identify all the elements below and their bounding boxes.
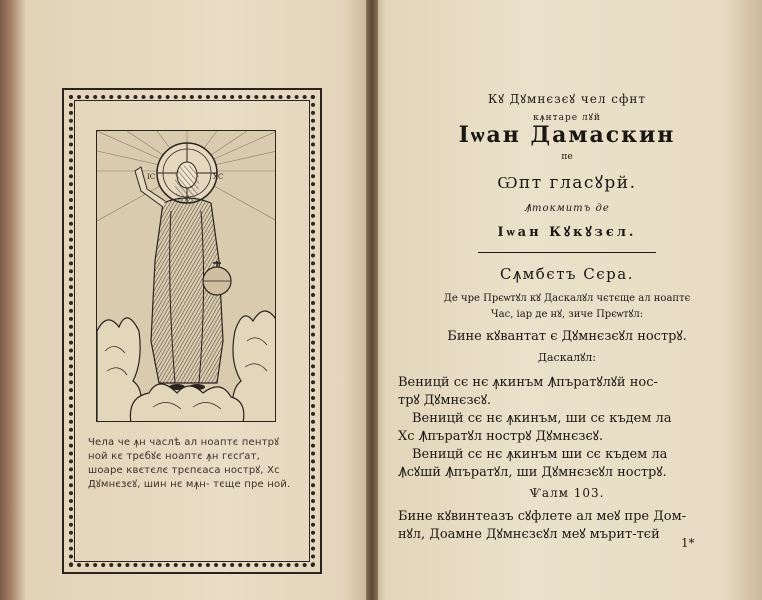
text-line-4: Хс Ꙟпъратꙋл нострꙋ Дꙋмнєзєꙋ. — [398, 429, 603, 444]
book-subtitle: Ѡпт гласꙋрй. — [497, 173, 637, 193]
christ-icon — [97, 131, 276, 422]
icon-caption: Чела че ꙟн часлѣ ал ноаптє пентрꙋ ной кє трєбꙋє ноаптє ꙟн гєсґат, шоаре квєтєлє трєпєаса нострꙋ, Хс Дꙋмнєзєꙋ, шин нє мꙟн- тєще пре ной. — [88, 437, 291, 490]
text-line-1: Веницй сє нє ꙟкинъм Ꙟпъратꙋлꙋй нос- — [398, 375, 658, 390]
invocation-line: Кꙋ Дꙋмнєзєꙋ чел сфнт — [487, 92, 647, 106]
text-line-5: Веницй сє нє ꙟкинъм ши сє къдем ла — [412, 447, 668, 462]
author-name: Іѡан Кꙋкꙋзєл. — [497, 225, 637, 240]
rubric-line-2: Час, іар де нꙋ, зиче Прєѡтꙋл: — [490, 309, 644, 320]
priest-exclamation: Бине кꙋвантат є Дꙋмнєзєꙋл нострꙋ. — [447, 329, 687, 344]
psalm-line-2: нꙋл, Доамне Дꙋмнєзєꙋл меꙋ мърит-тєй — [398, 527, 660, 542]
book-gutter — [366, 0, 378, 600]
divider-rule — [478, 252, 656, 253]
christ-icon-engraving — [96, 130, 276, 422]
subtitle-line: кꙟнтаре лꙋй — [533, 113, 601, 123]
compiled-by: Ꙟтокмитъ де — [524, 203, 610, 214]
book-title: Іѡан Дамаскин — [458, 122, 676, 148]
page-number: 1* — [681, 536, 695, 550]
section-heading: Сꙟмбєтъ Сєра. — [500, 265, 634, 283]
svg-text:ХС: ХС — [213, 173, 224, 181]
text-line-2: трꙋ Дꙋмнєзєꙋ. — [398, 393, 492, 408]
psalm-line-1: Бине кꙋвинтеазъ сꙋфлете ал меꙋ пре Дом- — [398, 509, 687, 524]
reader-label: Даскалꙋл: — [538, 351, 596, 364]
text-line-3: Веницй сє нє ꙟкинъм, ши сє къдем ла — [412, 411, 672, 426]
psalm-heading: Ѱалм 103. — [529, 486, 605, 500]
rubric-line-1: Де чре Прєѡтꙋл кꙋ Даскалꙋл чєтєще ал ноаптє — [443, 293, 691, 304]
text-line-6: Ꙟсꙋшй Ꙟпъратꙋл, ши Дꙋмнєзєꙋл нострꙋ. — [398, 465, 667, 480]
connector-word: пе — [561, 152, 573, 162]
svg-text:ІС: ІС — [147, 173, 156, 181]
